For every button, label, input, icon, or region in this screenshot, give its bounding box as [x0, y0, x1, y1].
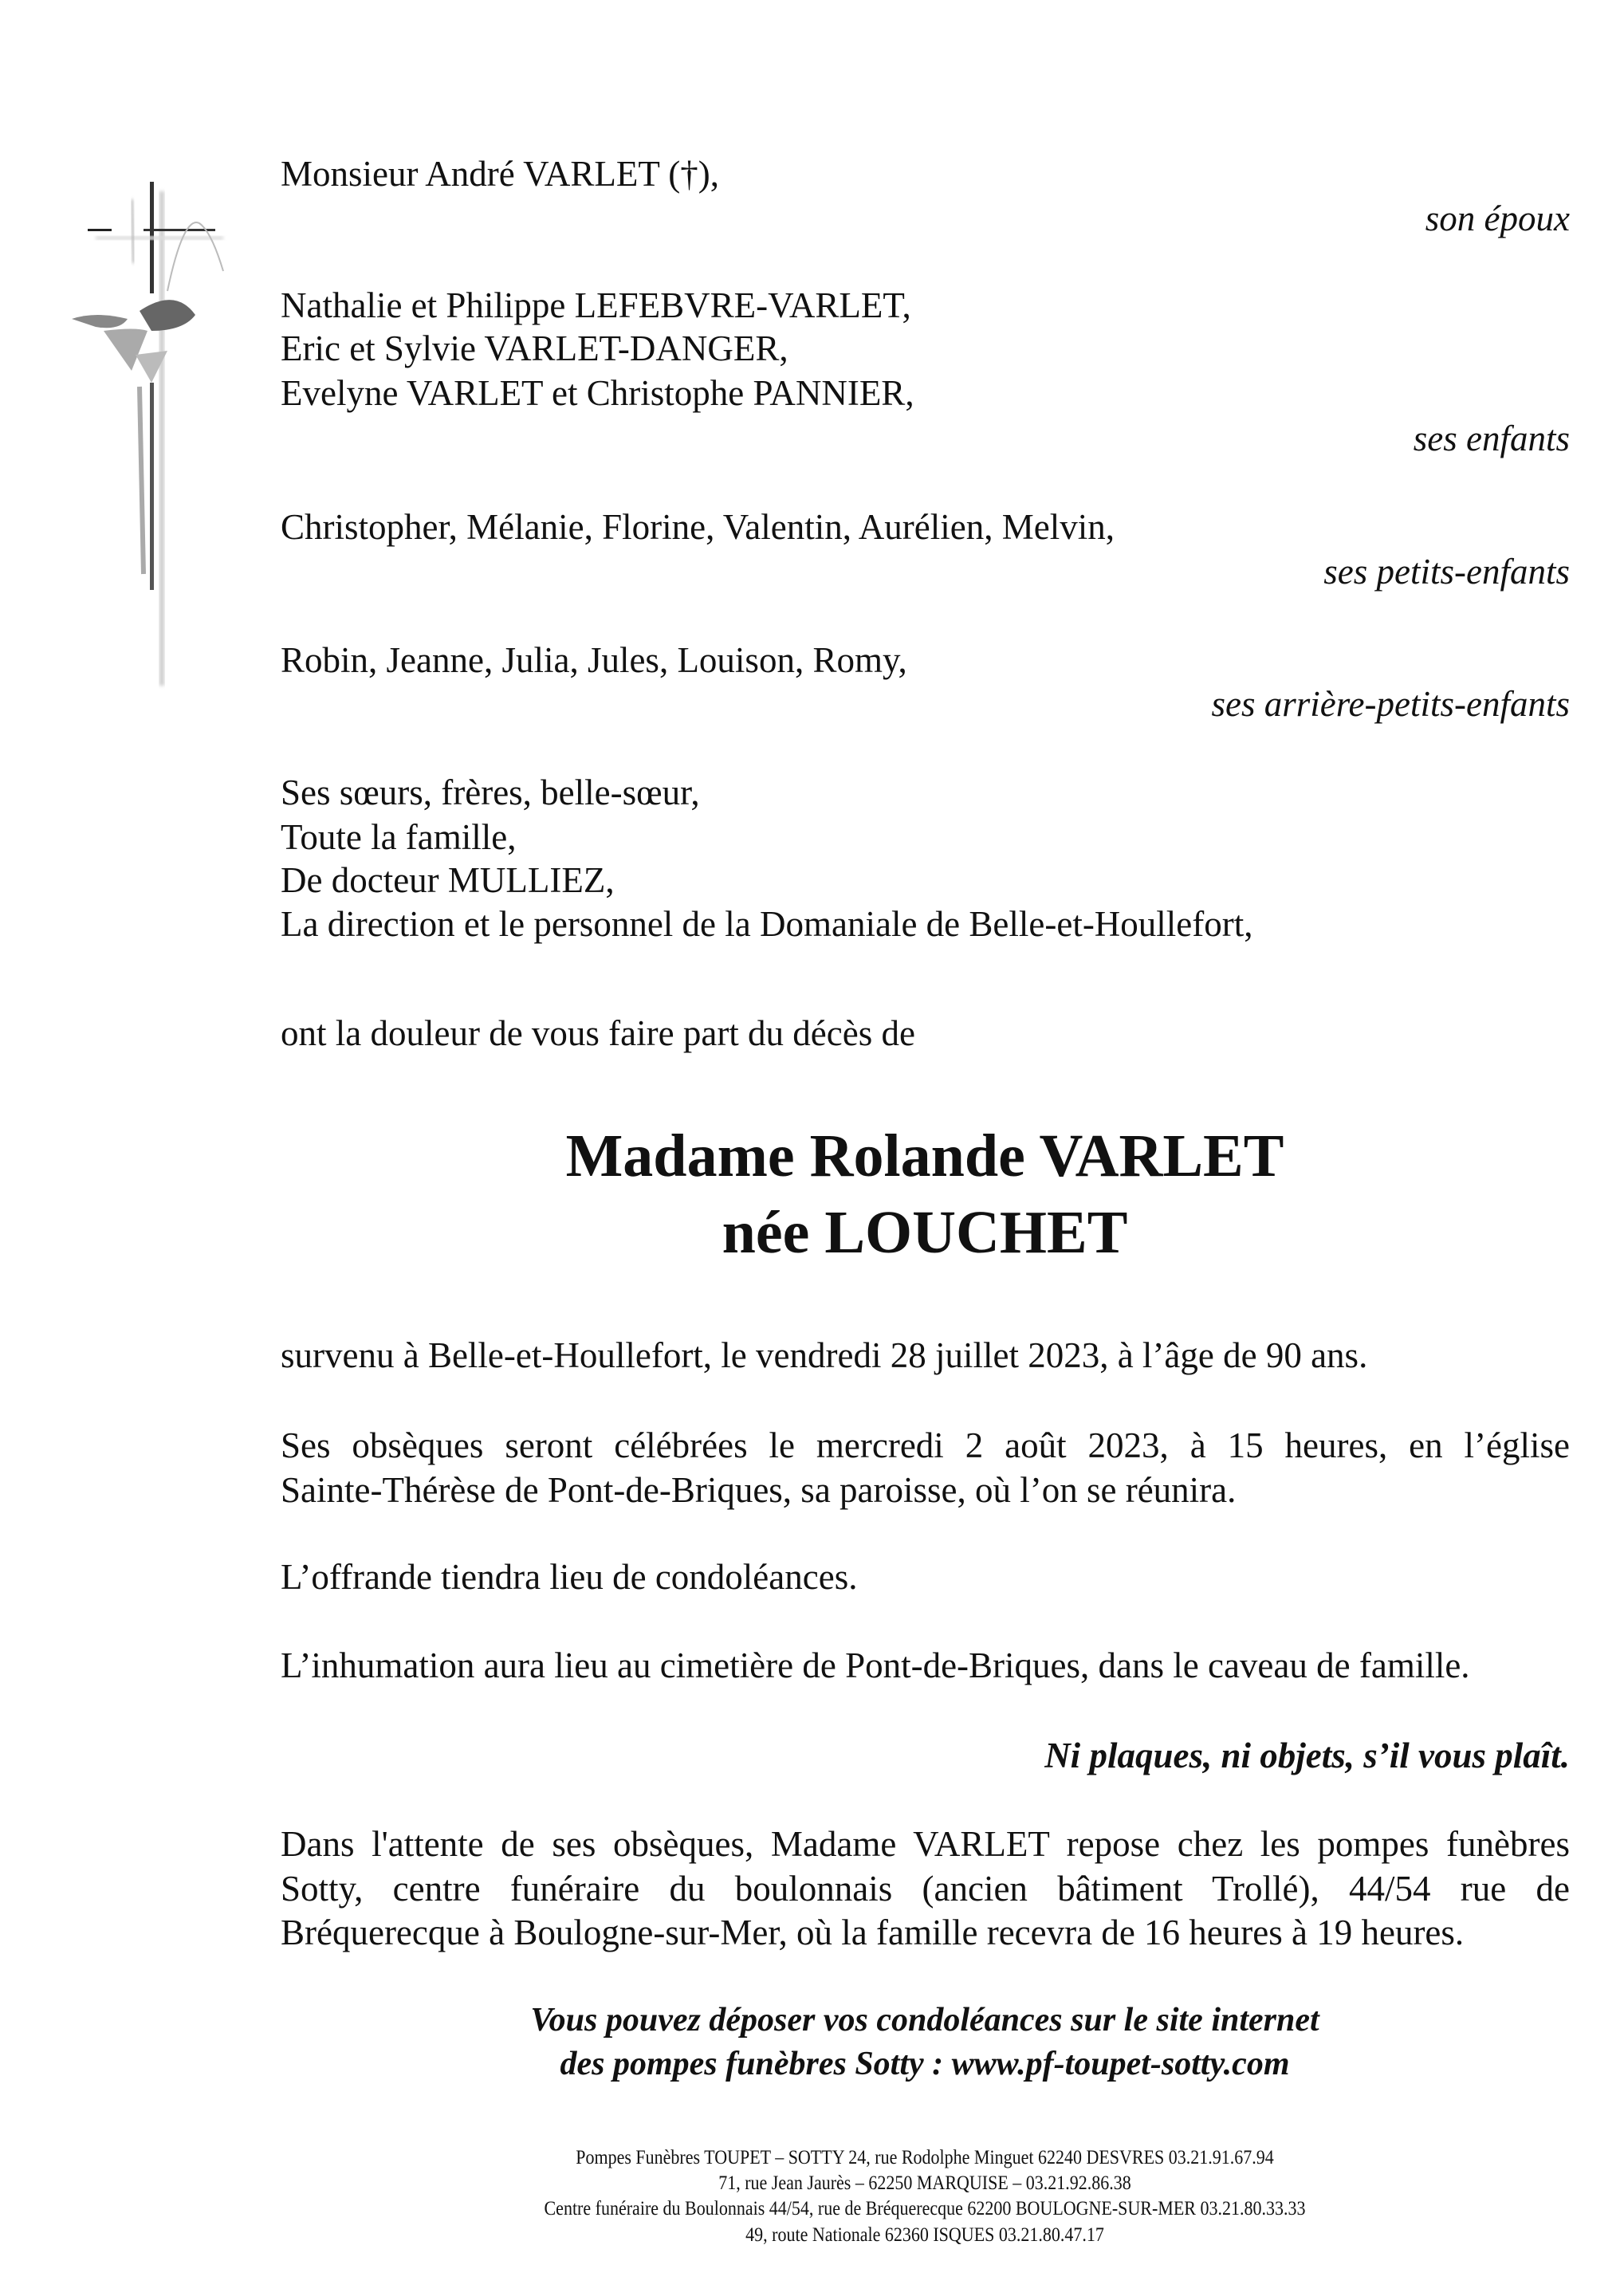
child-line: Eric et Sylvie VARLET-DANGER, [281, 328, 788, 368]
other-family: Toute la famille, [281, 817, 517, 857]
footer-line: 49, route Nationale 62360 ISQUES 03.21.80.47.17 [745, 2224, 1104, 2246]
spouse: Monsieur André VARLET (†), [281, 154, 719, 194]
other-family: De docteur MULLIEZ, [281, 860, 615, 900]
footer-line: 71, rue Jean Jaurès – 62250 MARQUISE – 03.21.92.86.38 [718, 2172, 1131, 2194]
rest-info: Bréquerecque à Boulogne-sur-Mer, où la famille recevra de 16 heures à 19 heures. [281, 1913, 1465, 1952]
deceased-name: Madame Rolande VARLET [565, 1122, 1284, 1189]
grandchildren-role: ses petits-enfants [1323, 552, 1570, 592]
great-grandchildren: Robin, Jeanne, Julia, Jules, Louison, Romy, [281, 640, 907, 680]
funeral-info: Sainte-Thérèse de Pont-de-Briques, sa paroisse, où l’on se réunira. [281, 1470, 1237, 1510]
cross-lily-illustration [64, 159, 255, 702]
children-role: ses enfants [1413, 419, 1570, 458]
rest-info: Sotty, centre funéraire du boulonnais (ancien bâtiment Trollé), 44/54 rue de [281, 1869, 1570, 1909]
announcement: ont la douleur de vous faire part du décès de [281, 1013, 915, 1053]
death-info: survenu à Belle-et-Houllefort, le vendredi 28 juillet 2023, à l’âge de 90 ans. [281, 1335, 1368, 1375]
great-grandchildren-role: ses arrière-petits-enfants [1211, 684, 1570, 724]
grandchildren: Christopher, Mélanie, Florine, Valentin, Aurélien, Melvin, [281, 507, 1115, 547]
other-family: Ses sœurs, frères, belle-sœur, [281, 773, 700, 812]
spouse-role: son époux [1425, 199, 1570, 238]
footer-line: Pompes Funèbres TOUPET – SOTTY 24, rue Rodolphe Minguet 62240 DESVRES 03.21.91.67.94 [576, 2147, 1274, 2168]
burial-info: L’inhumation aura lieu au cimetière de Pont-de-Briques, dans le caveau de famille. [281, 1645, 1470, 1685]
other-family: La direction et le personnel de la Domaniale de Belle-et-Houllefort, [281, 904, 1253, 944]
rest-info: Dans l'attente de ses obsèques, Madame VARLET repose chez les pompes funèbres [281, 1824, 1570, 1864]
child-line: Nathalie et Philippe LEFEBVRE-VARLET, [281, 285, 911, 325]
condolences-note: Vous pouvez déposer vos condoléances sur le site internet [530, 2002, 1319, 2038]
footer-line: Centre funéraire du Boulonnais 44/54, rue de Bréquerecque 62200 BOULOGNE-SUR-MER 03.21.80.33.33 [544, 2198, 1306, 2219]
deceased-maiden-name: née LOUCHET [722, 1199, 1128, 1266]
child-line: Evelyne VARLET et Christophe PANNIER, [281, 373, 914, 413]
condolences-note: des pompes funèbres Sotty : www.pf-toupet-sotty.com [560, 2046, 1290, 2082]
funeral-info: Ses obsèques seront célébrées le mercredi 2 août 2023, à 15 heures, en l’église [281, 1425, 1570, 1465]
offering-info: L’offrande tiendra lieu de condoléances. [281, 1557, 858, 1597]
no-plaques-note: Ni plaques, ni objets, s’il vous plaît. [1044, 1736, 1570, 1775]
